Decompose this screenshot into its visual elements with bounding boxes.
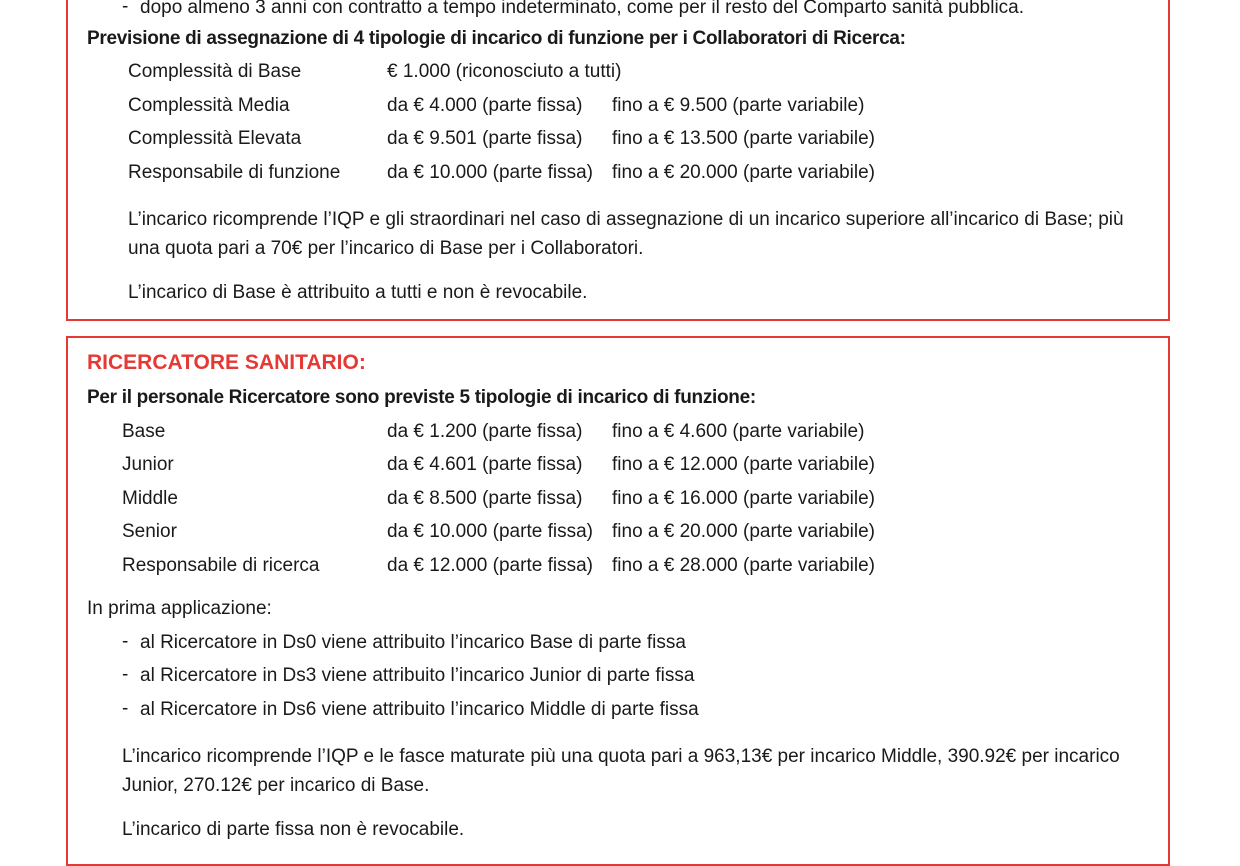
table-row-name: Base xyxy=(122,421,166,442)
table-row-variable: fino a € 9.500 (parte variabile) xyxy=(612,95,865,116)
table-row-variable: fino a € 4.600 (parte variabile) xyxy=(612,421,865,442)
collaboratori-note-paragraph: L’incarico ricomprende l’IQP e gli straordinari nel caso di assegnazione di un incarico superiore all’incarico di Base; più una quota pari a 70€ per l’incarico di Base per i Collaboratori. xyxy=(128,209,1124,259)
collaboratori-revocable-note: L’incarico di Base è attribuito a tutti e non è revocabile. xyxy=(128,282,588,303)
table-row-fixed: da € 9.501 (parte fissa) xyxy=(387,128,583,149)
table-row-variable: fino a € 16.000 (parte variabile) xyxy=(612,488,875,509)
bullet-dash: - xyxy=(122,664,129,685)
table-row-fixed: da € 12.000 (parte fissa) xyxy=(387,555,593,576)
table-row-fixed: da € 10.000 (parte fissa) xyxy=(387,521,593,542)
table-row-name: Junior xyxy=(122,454,174,475)
table-row-name: Complessità di Base xyxy=(128,61,302,82)
first-application-intro: In prima applicazione: xyxy=(87,598,272,619)
list-item: al Ricercatore in Ds3 viene attribuito l’incarico Junior di parte fissa xyxy=(140,665,695,686)
bullet-dash: - xyxy=(122,0,129,17)
list-item: al Ricercatore in Ds6 viene attribuito l’incarico Middle di parte fissa xyxy=(140,699,699,720)
ricercatore-note-paragraph: L’incarico ricomprende l’IQP e le fasce maturate più una quota pari a 963,13€ per incarico Middle, 390.92€ per incarico Junior, 270.12€ per incarico di Base. xyxy=(122,746,1120,796)
table-row-variable: fino a € 28.000 (parte variabile) xyxy=(612,555,875,576)
table-row-name: Complessità Media xyxy=(128,95,290,116)
list-item: al Ricercatore in Ds0 viene attribuito l’incarico Base di parte fissa xyxy=(140,632,686,653)
table-row-variable: fino a € 20.000 (parte variabile) xyxy=(612,521,875,542)
bullet-dash: - xyxy=(122,631,129,652)
table-row-fixed: da € 4.601 (parte fissa) xyxy=(387,454,583,475)
table-row-variable: fino a € 13.500 (parte variabile) xyxy=(612,128,875,149)
table-row-variable: fino a € 20.000 (parte variabile) xyxy=(612,162,875,183)
table-row-fixed: da € 8.500 (parte fissa) xyxy=(387,488,583,509)
table-row-fixed: da € 10.000 (parte fissa) xyxy=(387,162,593,183)
ricercatore-revocable-note: L’incarico di parte fissa non è revocabile. xyxy=(122,819,465,840)
table-row-fixed: € 1.000 (riconosciuto a tutti) xyxy=(387,61,622,82)
table-row-fixed: da € 1.200 (parte fissa) xyxy=(387,421,583,442)
collaboratori-heading: Previsione di assegnazione di 4 tipologie di incarico di funzione per i Collaboratori di Ricerca: xyxy=(87,28,906,49)
table-row-name: Middle xyxy=(122,488,178,509)
bullet-dash: - xyxy=(122,698,129,719)
table-row-fixed: da € 4.000 (parte fissa) xyxy=(387,95,583,116)
table-row-name: Responsabile di funzione xyxy=(128,162,341,183)
section-title: RICERCATORE SANITARIO: xyxy=(87,351,366,374)
ricercatore-heading: Per il personale Ricercatore sono previste 5 tipologie di incarico di funzione: xyxy=(87,387,756,408)
table-row-variable: fino a € 12.000 (parte variabile) xyxy=(612,454,875,475)
table-row-name: Responsabile di ricerca xyxy=(122,555,320,576)
top-bullet-text: dopo almeno 3 anni con contratto a tempo indeterminato, come per il resto del Comparto sanità pubblica. xyxy=(140,0,1025,18)
table-row-name: Complessità Elevata xyxy=(128,128,302,149)
table-row-name: Senior xyxy=(122,521,177,542)
